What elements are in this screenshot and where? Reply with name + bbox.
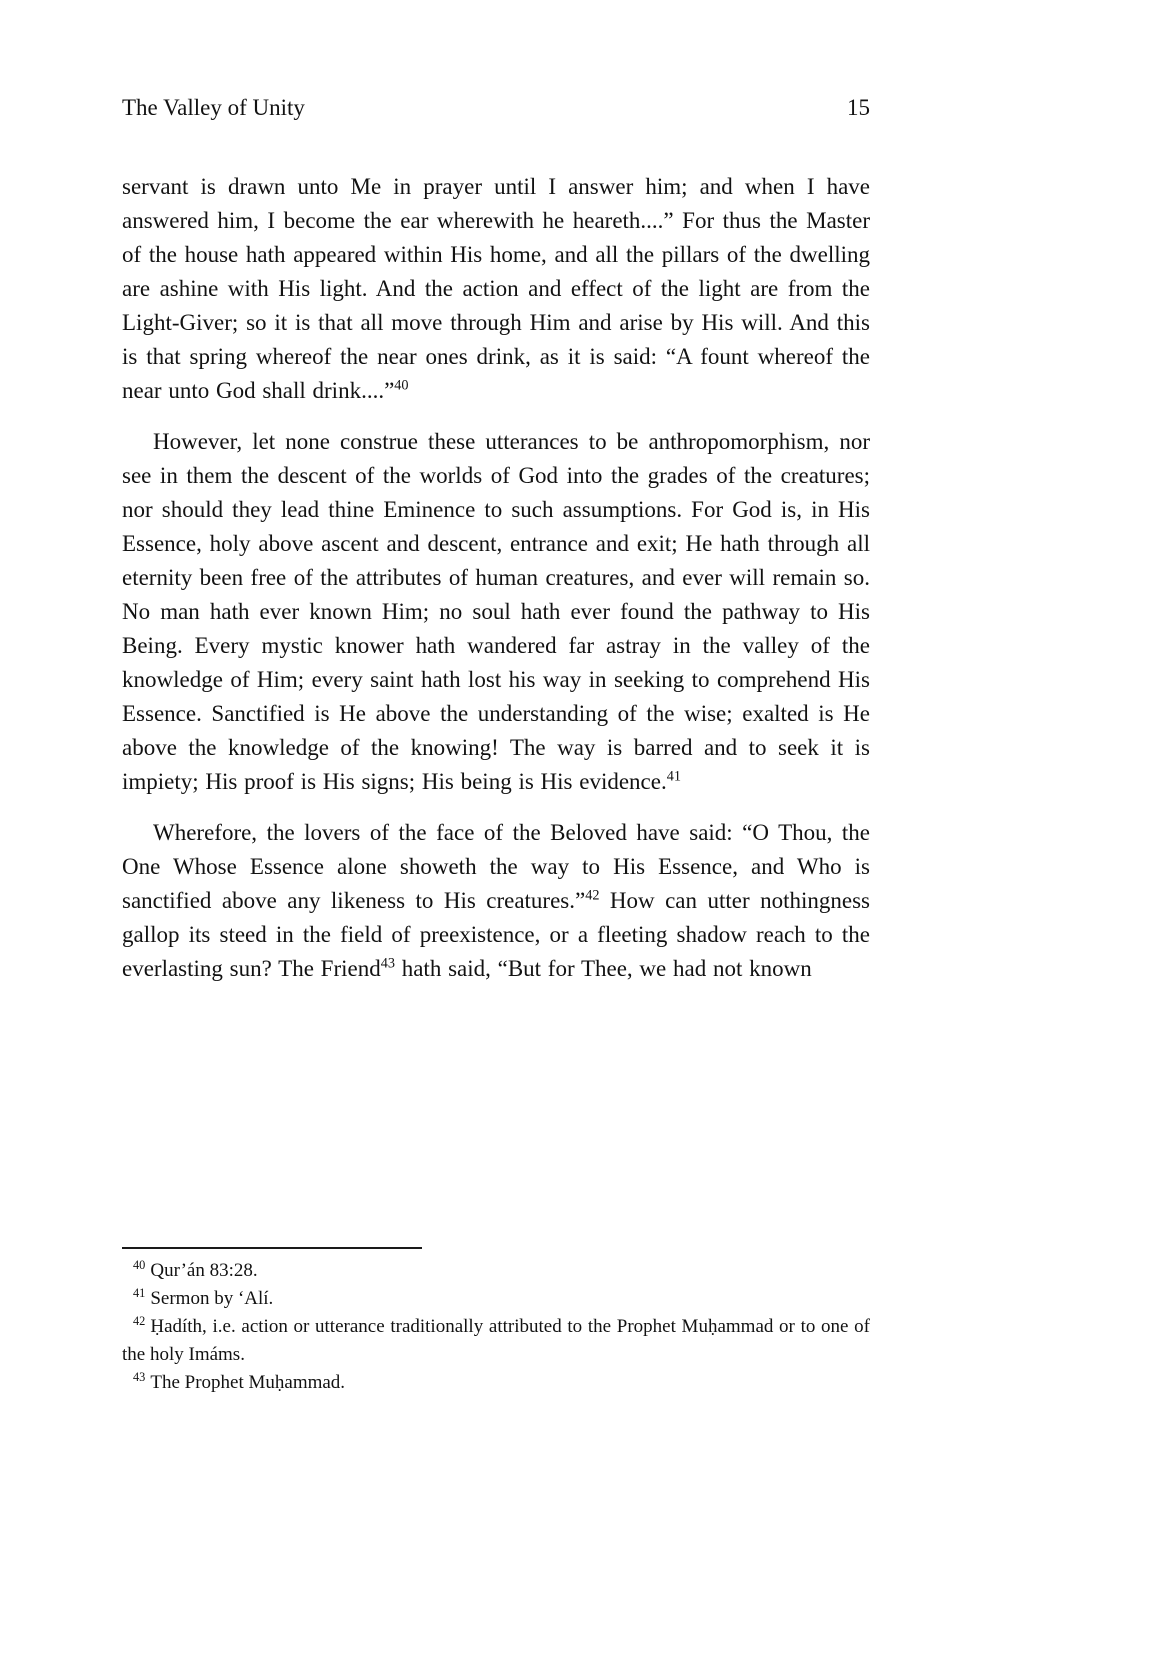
running-title: The Valley of Unity bbox=[122, 95, 305, 120]
footnote-marker: 40 bbox=[133, 1257, 146, 1272]
page-body bbox=[122, 170, 870, 986]
footnote-text: The Prophet Muḥammad. bbox=[150, 1372, 346, 1393]
footnote-marker: 43 bbox=[133, 1369, 146, 1384]
footnote-43 bbox=[122, 1369, 870, 1397]
footnote-text: Sermon by ‘Alí. bbox=[150, 1288, 274, 1309]
body-paragraph-2 bbox=[122, 425, 870, 799]
body-paragraph-1 bbox=[122, 170, 870, 408]
running-header bbox=[122, 95, 870, 120]
paragraph-text: How can utter nothingness gallop its steed in the field of preexistence, or a fleeting shadow reach to the everlasting sun? The Friend bbox=[122, 888, 870, 982]
footnotes-section bbox=[122, 1247, 870, 1397]
body-paragraph-3 bbox=[122, 816, 870, 986]
paragraph-text: However, let none construe these utterances to be anthropomorphism, nor see in them the descent of the worlds of God into the grades of the creatures; nor should they lead thine Eminence to such assumptions. For God is, in His Essence, holy above ascent and descent, entrance and exit; He hath through all eternity been free of the attributes of human creatures, and ever will remain so. No man hath ever known Him; no soul hath ever found the pathway to His Being. Every mystic knower hath wandered far astray in the valley of the knowledge of Him; every saint hath lost his way in seeking to comprehend His Essence. Sanctified is He above the understanding of the wise; exalted is He above the knowledge of the knowing! The way is barred and to seek it is impiety; His proof is His signs; His being is His evidence. bbox=[122, 429, 870, 795]
paragraph-text: servant is drawn unto Me in prayer until I answer him; and when I have answered him, I become the ear wherewith he heareth....” For thus the Master of the house hath appeared within His home, and all the pillars of the dwelling are ashine with His light. And the action and effect of the light are from the Light-Giver; so it is that all move through Him and arise by His will. And this is that spring whereof the near ones drink, as it is said: “A fount whereof the near unto God shall drink....” bbox=[122, 174, 870, 404]
footnote-ref-42: 42 bbox=[585, 887, 600, 904]
footnote-42 bbox=[122, 1313, 870, 1369]
book-page bbox=[122, 0, 870, 1654]
footnote-ref-40: 40 bbox=[394, 377, 409, 394]
footnote-ref-43: 43 bbox=[380, 955, 395, 972]
footnote-40 bbox=[122, 1257, 870, 1285]
footnote-separator-rule bbox=[122, 1247, 422, 1249]
paragraph-text: hath said, “But for Thee, we had not known bbox=[394, 956, 812, 982]
paragraph-text: Wherefore, the lovers of the face of the Beloved have said: “O Thou, the One Whose Essence alone showeth the way to His Essence, and Who is sanctified above any likeness to His creatures.” bbox=[122, 820, 870, 914]
footnote-text: Qur’án 83:28. bbox=[150, 1260, 258, 1281]
footnote-ref-41: 41 bbox=[666, 768, 681, 785]
page-number: 15 bbox=[847, 95, 870, 120]
footnote-marker: 41 bbox=[133, 1285, 146, 1300]
footnote-text: Ḥadíth, i.e. action or utterance traditionally attributed to the Prophet Muḥammad or to one of the holy Imáms. bbox=[122, 1316, 870, 1365]
footnote-marker: 42 bbox=[133, 1313, 146, 1328]
footnote-41 bbox=[122, 1285, 870, 1313]
